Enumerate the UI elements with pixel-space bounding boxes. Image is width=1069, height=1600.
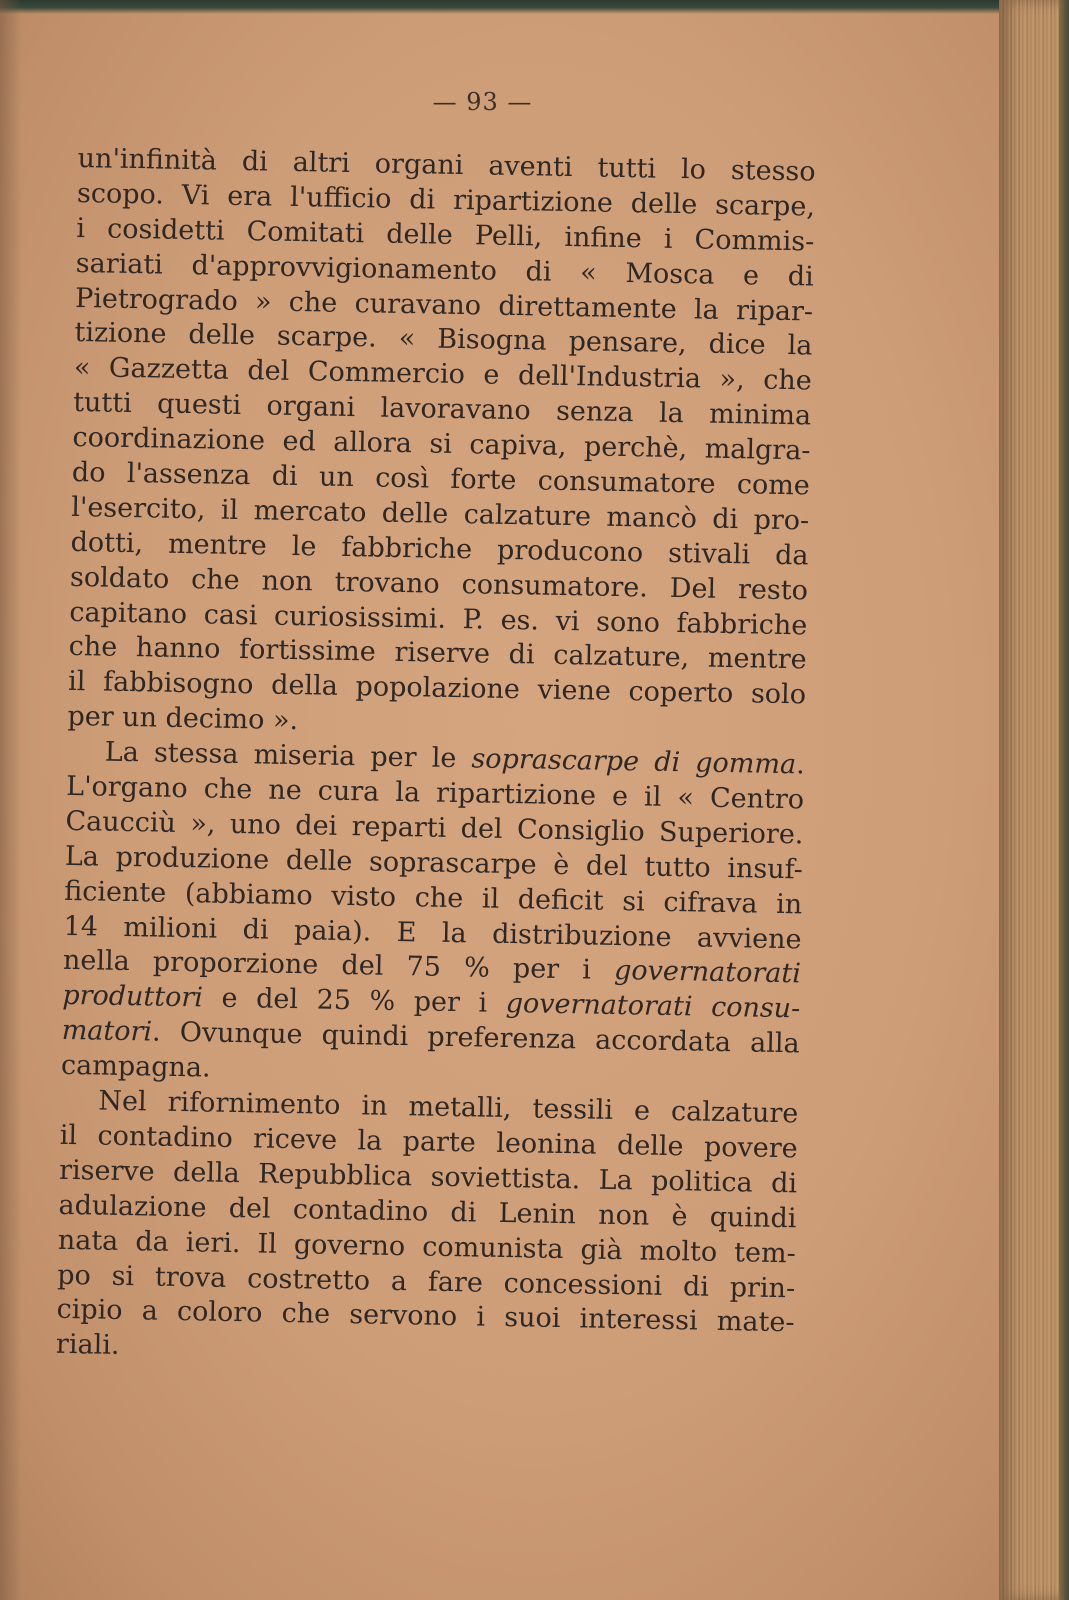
text-line: scopo. Vi era l'ufficio di ripartizione delle scarpe, bbox=[76, 177, 816, 223]
text-line: tizione delle scarpe. « Bisogna pensare, dice la bbox=[74, 317, 813, 362]
text-line: 14 milioni di paia). E la distribuzione avviene bbox=[63, 910, 802, 955]
text-line: i cosidetti Comitati delle Pelli, infine i Commis- bbox=[76, 212, 815, 258]
text-line: nella proporzione del 75 % per i governatorati bbox=[62, 945, 802, 990]
italic-text: matori bbox=[61, 1015, 153, 1048]
italic-text: governatorati consu- bbox=[505, 988, 801, 1025]
text-line: soldato che non trovano consumatore. Del resto bbox=[69, 561, 809, 607]
text-line: tutti questi organi lavoravano senza la minima bbox=[72, 387, 812, 432]
page-number: — 93 — bbox=[432, 88, 533, 116]
text-line: La produzione delle soprascarpe è del tutto insuf- bbox=[64, 840, 804, 886]
text-line: cipio a coloro che servono i suoi interessi mate- bbox=[56, 1294, 795, 1339]
text-line: che hanno fortissime riserve di calzature, mentre bbox=[68, 631, 807, 676]
text-line: un'infinità di altri organi aventi tutti lo stesso bbox=[77, 142, 816, 188]
text-line: l'esercito, il mercato delle calzature mancò di pro- bbox=[71, 491, 810, 537]
text-line: do l'assenza di un così forte consumatore come bbox=[71, 456, 811, 502]
text-line: il fabbisogno della popolazione viene coperto solo bbox=[67, 666, 807, 711]
text-line: nata da ieri. Il governo comunista già molto tem- bbox=[57, 1224, 797, 1269]
text-line: po si trova costretto a fare concessioni di prin- bbox=[56, 1259, 796, 1304]
text-line: riserve della Repubblica soviettista. La politica di bbox=[58, 1154, 798, 1200]
text-line: Nel rifornimento in metalli, tessili e calzature bbox=[98, 1085, 799, 1130]
text-line: campagna. bbox=[60, 1050, 211, 1084]
text-line: « Gazzetta del Commercio e dell'Industria », che bbox=[73, 352, 813, 397]
italic-text: governatorati bbox=[613, 955, 802, 990]
text-line: produttori e del 25 % per i governatorati consu- bbox=[62, 980, 801, 1025]
text-line: L'organo che ne cura la ripartizione e il « Centro bbox=[65, 770, 805, 816]
text-line: Pietrogrado » che curavano direttamente la ripar- bbox=[74, 282, 814, 328]
italic-text: soprascarpe di gomma bbox=[471, 743, 797, 781]
text-line: ficiente (abbiamo visto che il deficit si cifrava in bbox=[63, 875, 803, 921]
italic-text: produttori bbox=[62, 980, 204, 1014]
text-line: matori. Ovunque quindi preferenza accordata alla bbox=[61, 1015, 800, 1060]
text-line: Caucciù », uno dei reparti del Consiglio Superiore. bbox=[65, 805, 804, 851]
text-line: per un decimo ». bbox=[67, 701, 299, 737]
text-line: riali. bbox=[55, 1329, 120, 1362]
text-line: il contadino riceve la parte leonina delle povere bbox=[59, 1119, 798, 1165]
text-line: dotti, mentre le fabbriche producono stivali da bbox=[70, 526, 809, 572]
book-cover-edge bbox=[1059, 0, 1069, 1600]
text-line: adulazione del contadino di Lenin non è quindi bbox=[58, 1189, 797, 1235]
text-line: sariati d'approvvigionamento di « Mosca e di bbox=[75, 247, 814, 293]
text-line: capitano casi curiosissimi. P. es. vi sono fabbriche bbox=[69, 596, 808, 642]
text-line: coordinazione ed allora si capiva, perchè, malgra- bbox=[72, 422, 811, 467]
text-line: La stessa miseria per le soprascarpe di gomma. bbox=[104, 736, 805, 781]
body-text bbox=[56, 142, 816, 1376]
page-stack-edge bbox=[999, 0, 1069, 1600]
